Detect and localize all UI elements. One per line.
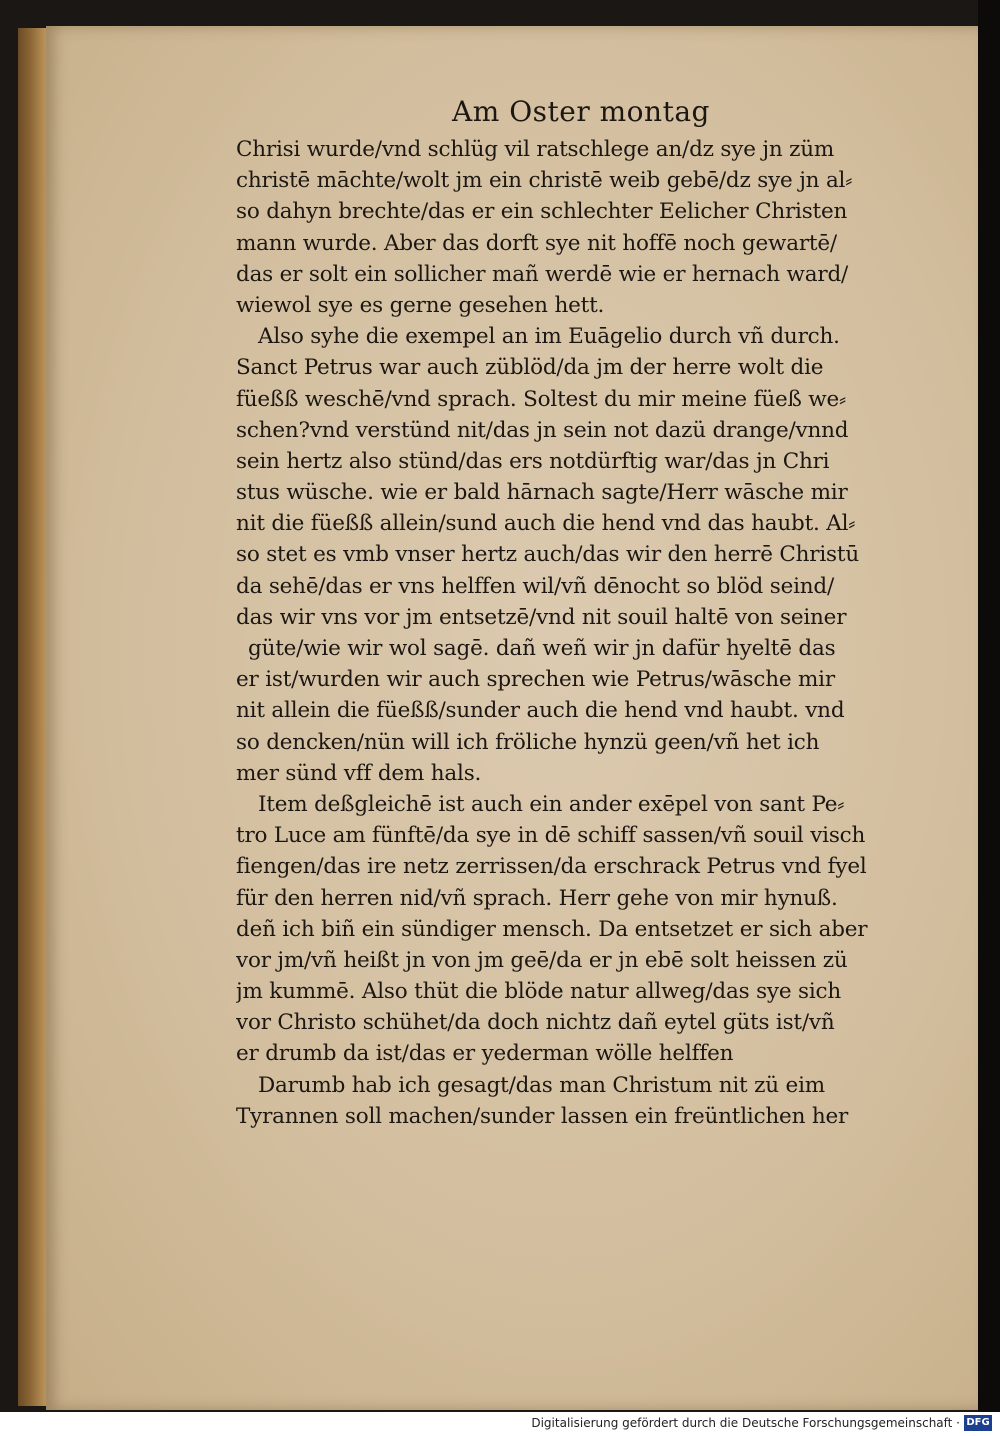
- text-line: sein hertz also stünd/das ers notdürftig war/das jn Chri: [236, 448, 830, 474]
- paragraph-start: Darumb hab ich gesagt/das man Christum nit zü eim: [258, 1072, 825, 1098]
- text-line: nit allein die füeßß/sunder auch die hend vnd haubt. vnd: [236, 698, 845, 724]
- text-line: christē māchte/wolt jm ein christē weib gebē/dz sye jn al⸗: [236, 168, 853, 194]
- paragraph-start: Item deßgleichē ist auch ein ander exēpel von sant Pe⸗: [258, 791, 845, 817]
- text-line: stus wüsche. wie er bald hārnach sagte/Herr wāsche mir: [236, 480, 848, 506]
- text-line: schen?vnd verstünd nit/das jn sein not dazü drange/vnnd: [236, 417, 849, 443]
- running-head: Am Oster montag: [452, 95, 710, 128]
- text-line: das er solt ein sollicher mañ werdē wie er hernach ward/: [236, 261, 849, 287]
- text-line: fiengen/das ire netz zerrissen/da erschrack Petrus vnd fyel: [236, 854, 867, 880]
- text-line: deñ ich biñ ein sündiger mensch. Da entsetzet er sich aber: [236, 916, 868, 942]
- text-line: für den herren nid/vñ sprach. Herr gehe von mir hynuß.: [236, 885, 838, 911]
- text-line: so stet es vmb vnser hertz auch/das wir den herrē Christū: [236, 542, 859, 568]
- text-line: er ist/wurden wir auch sprechen wie Petrus/wāsche mir: [236, 667, 835, 693]
- funding-credit: Digitalisierung gefördert durch die Deutsche Forschungsgemeinschaft ·: [531, 1416, 960, 1430]
- text-line: Sanct Petrus war auch züblöd/da jm der herre wolt die: [236, 355, 824, 381]
- text-line: vor jm/vñ heißt jn von jm geē/da er jn ebē solt heissen zü: [236, 947, 848, 973]
- text-line: er drumb da ist/das er yederman wölle helffen: [236, 1041, 734, 1067]
- text-line: da sehē/das er vns helffen wil/vñ dēnocht so blöd seind/: [236, 573, 835, 599]
- paragraph-start: Also syhe die exempel an im Euāgelio durch vñ durch.: [258, 324, 840, 350]
- digitization-footer: [0, 1412, 1000, 1436]
- text-line: güte/wie wir wol sagē. dañ weñ wir jn dafür hyeltē das: [248, 636, 836, 661]
- scan-border: [978, 0, 1000, 1412]
- text-line: mer sünd vff dem hals.: [236, 760, 482, 786]
- dfg-logo: DFG: [964, 1415, 992, 1431]
- text-line: wiewol sye es gerne gesehen hett.: [236, 292, 605, 318]
- text-line: vor Christo schühet/da doch nichtz dañ eytel güts ist/vñ: [236, 1010, 835, 1036]
- text-line: so dahyn brechte/das er ein schlechter Eelicher Christen: [236, 199, 848, 225]
- text-line: jm kummē. Also thüt die blöde natur allweg/das sye sich: [236, 979, 842, 1005]
- text-line: so dencken/nün will ich fröliche hynzü geen/vñ het ich: [236, 729, 820, 755]
- text-line: mann wurde. Aber das dorft sye nit hoffē noch gewartē/: [236, 230, 837, 256]
- text-line: Chrisi wurde/vnd schlüg vil ratschlege an/dz sye jn züm: [236, 137, 835, 162]
- text-line: das wir vns vor jm entsetzē/vnd nit souil haltē von seiner: [236, 604, 847, 630]
- text-line: tro Luce am fünftē/da sye in dē schiff sassen/vñ souil visch: [236, 823, 866, 849]
- text-line: Tyrannen soll machen/sunder lassen ein freüntlichen her: [236, 1103, 849, 1129]
- text-line: nit die füeßß allein/sund auch die hend vnd das haubt. Al⸗: [236, 511, 856, 537]
- text-line: füeßß weschē/vnd sprach. Soltest du mir meine füeß we⸗: [236, 386, 846, 412]
- text-block: [236, 90, 946, 1132]
